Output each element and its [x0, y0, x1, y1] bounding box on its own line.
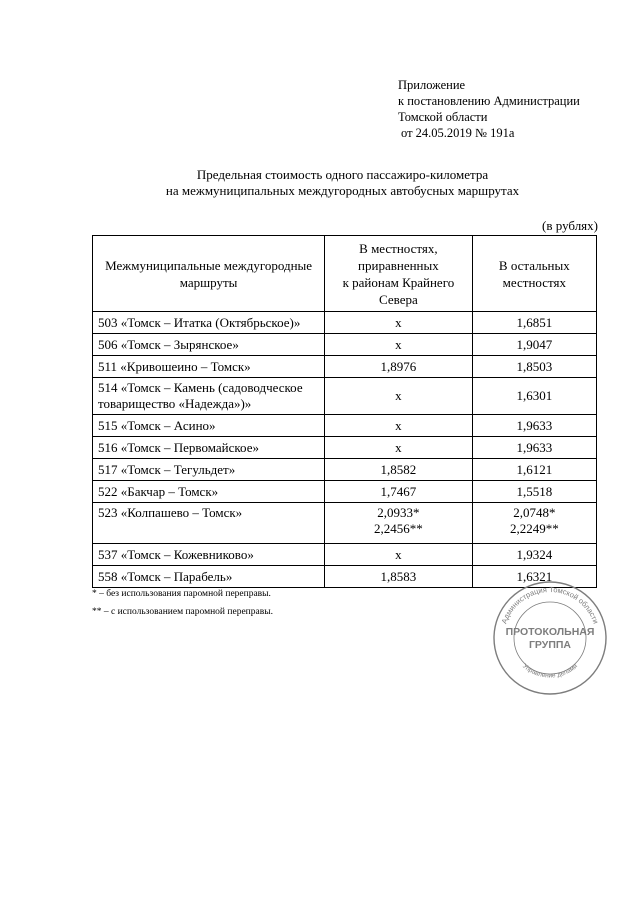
table-row	[93, 481, 597, 503]
other-value-cell: 1,6301	[472, 378, 596, 415]
header-north-line: В местностях,	[359, 240, 438, 256]
route-line: 514 «Томск – Камень (садоводческое	[98, 380, 303, 395]
value-line: 2,0933*	[377, 505, 420, 520]
route-cell: 516 «Томск – Первомайское»	[93, 437, 325, 459]
table-row	[93, 415, 597, 437]
table-row	[93, 312, 597, 334]
stamp-seal-icon	[490, 578, 610, 698]
other-value-cell: 1,9633	[472, 437, 596, 459]
header-north-line: к районам Крайнего	[342, 274, 455, 290]
other-value-cell: 1,6121	[472, 459, 596, 481]
units-note: (в рублях)	[542, 218, 598, 233]
other-value-cell: 1,8503	[472, 356, 596, 378]
header-north	[325, 236, 473, 312]
stamp-inner-line-2: ГРУППА	[528, 639, 572, 651]
title-line-1: Предельная стоимость одного пассажиро-километра	[196, 167, 489, 182]
header-route-line: маршруты	[179, 274, 238, 290]
route-line: товарищество «Надежда»)»	[98, 396, 252, 411]
header-north-line: приравненных	[358, 257, 439, 273]
other-value-cell: 1,6321	[472, 566, 596, 588]
route-cell: 506 «Томск – Зырянское»	[93, 334, 325, 356]
other-value-cell	[472, 503, 596, 544]
other-value-cell: 1,9633	[472, 415, 596, 437]
other-value-cell: 1,5518	[472, 481, 596, 503]
header-north-line: Севера	[379, 291, 418, 307]
header-other-line: местностях	[502, 274, 566, 290]
north-value-cell: х	[325, 544, 473, 566]
table-header-row	[93, 236, 597, 312]
title-line-2: на межмуниципальных междугородных автобусных маршрутах	[165, 183, 520, 198]
appendix-block	[398, 77, 580, 141]
north-value-cell: 1,8583	[325, 566, 473, 588]
header-other-line: В остальных	[498, 257, 570, 273]
header-route-line: Межмуниципальные междугородные	[105, 257, 313, 273]
value-line: 2,0748*	[513, 505, 556, 520]
stamp-inner-line-1: ПРОТОКОЛЬНАЯ	[505, 626, 595, 638]
north-value-cell: 1,8976	[325, 356, 473, 378]
table-row	[93, 356, 597, 378]
header-route	[93, 236, 325, 312]
appendix-line-1: Приложение	[398, 78, 466, 92]
route-cell: 503 «Томск – Итатка (Октябрьское)»	[93, 312, 325, 334]
north-value-cell: 1,8582	[325, 459, 473, 481]
north-value-cell: х	[325, 415, 473, 437]
appendix-line-4: от 24.05.2019 № 191а	[401, 126, 515, 140]
route-cell: 523 «Колпашево – Томск»	[93, 503, 325, 544]
north-value-cell	[325, 503, 473, 544]
footnotes	[92, 585, 273, 621]
table-row	[93, 544, 597, 566]
other-value-cell: 1,9324	[472, 544, 596, 566]
header-other	[472, 236, 596, 312]
stamp-ring-text: Администрация Томской области	[499, 584, 601, 625]
table-row	[93, 334, 597, 356]
other-value-cell: 1,9047	[472, 334, 596, 356]
route-cell: 558 «Томск – Парабель»	[93, 566, 325, 588]
value-line: 2,2456**	[374, 521, 423, 536]
appendix-line-3: Томской области	[398, 110, 488, 124]
route-cell: 517 «Томск – Тегульдет»	[93, 459, 325, 481]
north-value-cell: х	[325, 312, 473, 334]
north-value-cell: х	[325, 334, 473, 356]
north-value-cell: х	[325, 437, 473, 459]
stamp-ring-bottom-text: Управление делами	[521, 662, 579, 680]
route-cell: 511 «Кривошеино – Томск»	[93, 356, 325, 378]
route-cell	[93, 378, 325, 415]
footnote-2: ** – с использованием паромной переправы.	[92, 607, 273, 617]
route-cell: 522 «Бакчар – Томск»	[93, 481, 325, 503]
table-row	[93, 503, 597, 544]
value-line: 2,2249**	[509, 521, 559, 536]
other-value-cell: 1,6851	[472, 312, 596, 334]
document-title	[90, 167, 595, 199]
table-row	[93, 437, 597, 459]
appendix-line-2: к постановлению Администрации	[398, 94, 580, 108]
stamp-inner-ring	[514, 602, 586, 674]
route-cell: 515 «Томск – Асино»	[93, 415, 325, 437]
table-row	[93, 459, 597, 481]
rates-table	[92, 235, 597, 588]
footnote-1: * – без использования паромной переправы.	[92, 589, 271, 599]
north-value-cell: х	[325, 378, 473, 415]
route-cell: 537 «Томск – Кожевниково»	[93, 544, 325, 566]
table-row	[93, 378, 597, 415]
north-value-cell: 1,7467	[325, 481, 473, 503]
